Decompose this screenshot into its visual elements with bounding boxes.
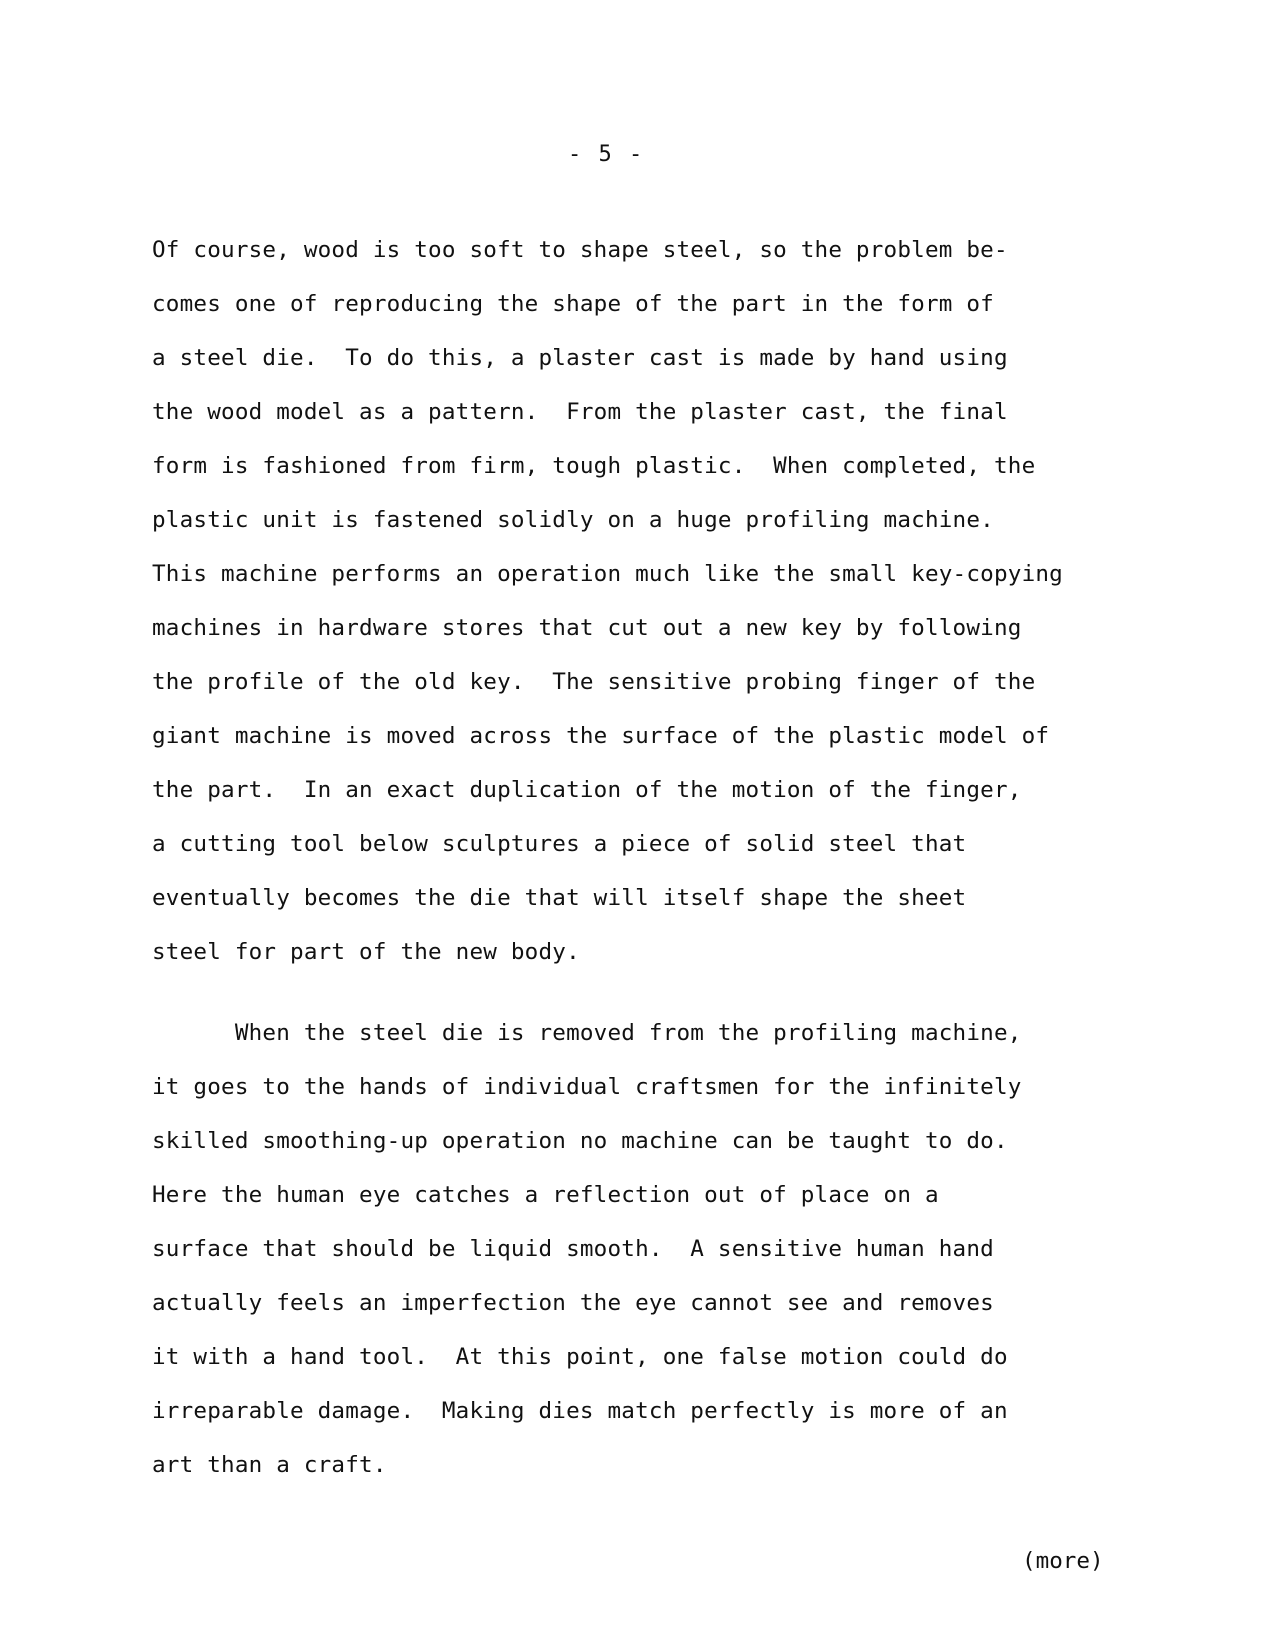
continuation-marker: (more) [1022, 1548, 1104, 1574]
paragraph-line: the part. In an exact duplication of the motion of the finger, [152, 777, 1022, 803]
paragraph-line: surface that should be liquid smooth. A sensitive human hand [152, 1236, 994, 1262]
paragraph-line: comes one of reproducing the shape of the part in the form of [152, 291, 994, 317]
page-number: - 5 - [568, 142, 645, 167]
paragraph-line: Here the human eye catches a reflection out of place on a [152, 1182, 939, 1208]
paragraph-line: plastic unit is fastened solidly on a huge profiling machine. [152, 507, 994, 533]
paragraph-line: the profile of the old key. The sensitive probing finger of the [152, 669, 1036, 695]
paragraph-line: the wood model as a pattern. From the plaster cast, the final [152, 399, 1008, 425]
paragraph-line: machines in hardware stores that cut out a new key by following [152, 615, 1022, 641]
paragraph-line: a cutting tool below sculptures a piece of solid steel that [152, 831, 967, 857]
paragraph-line: form is fashioned from firm, tough plastic. When completed, the [152, 453, 1036, 479]
paragraph-line: eventually becomes the die that will itself shape the sheet [152, 885, 967, 911]
paragraph-line: Of course, wood is too soft to shape steel, so the problem be- [152, 237, 1008, 263]
paragraph-line: art than a craft. [152, 1452, 387, 1478]
paragraph-line: When the steel die is removed from the profiling machine, [152, 1020, 1022, 1046]
paragraph-line: giant machine is moved across the surface of the plastic model of [152, 723, 1050, 749]
paragraph-line: it goes to the hands of individual craftsmen for the infinitely [152, 1074, 1022, 1100]
paragraph-line: it with a hand tool. At this point, one false motion could do [152, 1344, 1008, 1370]
paragraph-line: This machine performs an operation much like the small key-copying [152, 561, 1063, 587]
paragraph-line: steel for part of the new body. [152, 939, 580, 965]
paragraph-line: irreparable damage. Making dies match perfectly is more of an [152, 1398, 1008, 1424]
paragraph-line: actually feels an imperfection the eye cannot see and removes [152, 1290, 994, 1316]
paragraph-line: a steel die. To do this, a plaster cast is made by hand using [152, 345, 1008, 371]
paragraph-line: skilled smoothing-up operation no machine can be taught to do. [152, 1128, 1008, 1154]
